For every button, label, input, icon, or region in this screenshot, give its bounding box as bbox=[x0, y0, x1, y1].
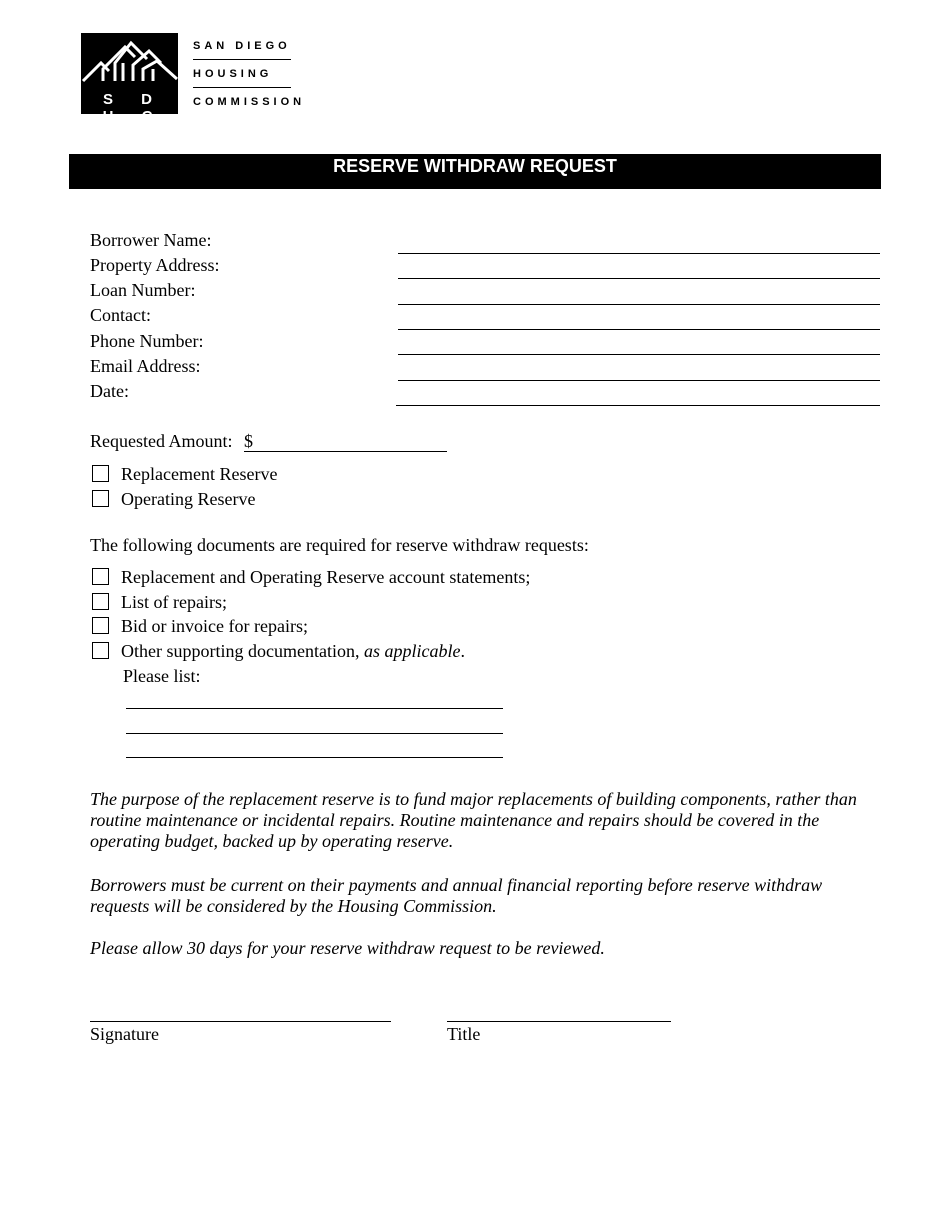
date-field[interactable] bbox=[396, 405, 880, 406]
logo-word-commission: COMMISSION bbox=[193, 96, 306, 108]
operating-reserve-label: Operating Reserve bbox=[121, 489, 256, 509]
title-line[interactable] bbox=[447, 1021, 671, 1022]
logo-word-housing: HOUSING bbox=[193, 68, 273, 80]
logo-divider bbox=[193, 59, 291, 60]
phone-number-field[interactable] bbox=[398, 354, 880, 355]
requested-amount-field[interactable] bbox=[244, 451, 447, 452]
contact-field[interactable] bbox=[398, 329, 880, 330]
other-documentation-suffix: . bbox=[460, 641, 465, 661]
logo-divider bbox=[193, 87, 291, 88]
please-list-line-1[interactable] bbox=[126, 708, 503, 709]
please-list-line-3[interactable] bbox=[126, 757, 503, 758]
please-list-line-2[interactable] bbox=[126, 733, 503, 734]
contact-label: Contact: bbox=[90, 305, 151, 325]
statements-checkbox[interactable] bbox=[92, 568, 109, 585]
phone-number-label: Phone Number: bbox=[90, 331, 204, 351]
other-documentation-label bbox=[121, 641, 465, 661]
houses-logo-icon bbox=[81, 33, 178, 91]
email-address-field[interactable] bbox=[398, 380, 880, 381]
documents-intro: The following documents are required for reserve withdraw requests: bbox=[90, 535, 589, 555]
bid-invoice-checkbox[interactable] bbox=[92, 617, 109, 634]
currency-symbol: $ bbox=[244, 431, 253, 451]
date-label: Date: bbox=[90, 381, 129, 401]
list-of-repairs-checkbox[interactable] bbox=[92, 593, 109, 610]
loan-number-field[interactable] bbox=[398, 304, 880, 305]
operating-reserve-checkbox[interactable] bbox=[92, 490, 109, 507]
review-time-note: Please allow 30 days for your reserve withdraw request to be reviewed. bbox=[90, 938, 605, 958]
borrower-name-label: Borrower Name: bbox=[90, 230, 212, 250]
property-address-field[interactable] bbox=[398, 278, 880, 279]
borrower-requirements-note: Borrowers must be current on their payments and annual financial reporting before reserve withdraw requests will be considered by the Housing Commission. bbox=[90, 875, 823, 916]
other-documentation-checkbox[interactable] bbox=[92, 642, 109, 659]
page-title: RESERVE WITHDRAW REQUEST bbox=[333, 156, 617, 176]
title-bar bbox=[69, 154, 881, 189]
loan-number-label: Loan Number: bbox=[90, 280, 196, 300]
replacement-reserve-label: Replacement Reserve bbox=[121, 464, 278, 484]
logo-word-san-diego: SAN DIEGO bbox=[193, 40, 291, 52]
sdhc-logo bbox=[81, 33, 178, 125]
email-address-label: Email Address: bbox=[90, 356, 201, 376]
replacement-reserve-purpose-note: The purpose of the replacement reserve is to fund major replacements of building components, rather than routine maintenance or incidental repairs. Routine maintenance and repairs should be covered in the operating budget, backed up by operating reserve. bbox=[90, 789, 857, 851]
list-of-repairs-label: List of repairs; bbox=[121, 592, 227, 612]
logo-letters: S D H C bbox=[102, 91, 165, 125]
replacement-reserve-checkbox[interactable] bbox=[92, 465, 109, 482]
property-address-label: Property Address: bbox=[90, 255, 220, 275]
requested-amount-label: Requested Amount: bbox=[90, 431, 233, 451]
statements-label: Replacement and Operating Reserve account statements; bbox=[121, 567, 531, 587]
other-documentation-prefix: Other supporting documentation, bbox=[121, 641, 364, 661]
borrower-name-field[interactable] bbox=[398, 253, 880, 254]
signature-line[interactable] bbox=[90, 1021, 391, 1022]
please-list-label: Please list: bbox=[123, 666, 201, 686]
signature-label: Signature bbox=[90, 1024, 159, 1044]
bid-invoice-label: Bid or invoice for repairs; bbox=[121, 616, 308, 636]
title-label: Title bbox=[447, 1024, 481, 1044]
as-applicable-text: as applicable bbox=[363, 641, 461, 661]
